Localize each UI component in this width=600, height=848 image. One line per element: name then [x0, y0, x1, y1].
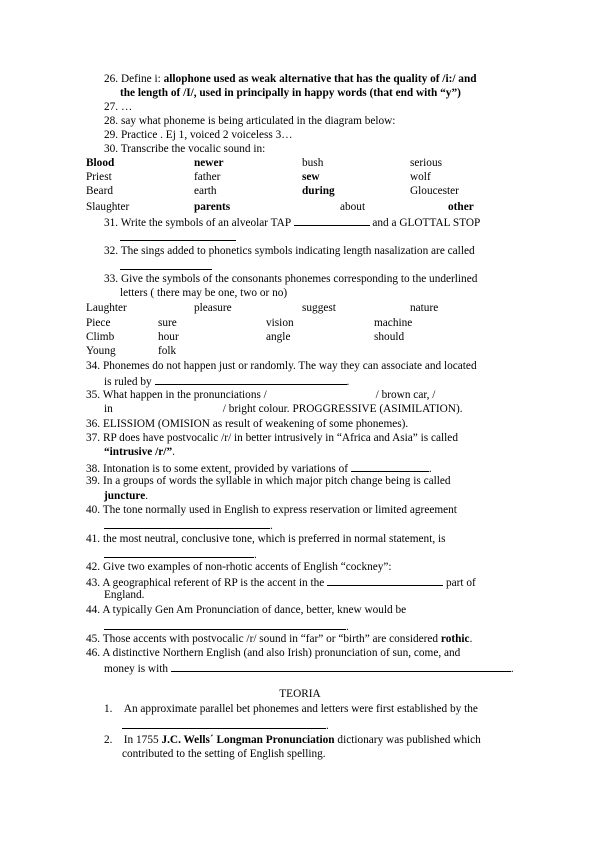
q35-text-3: in: [104, 403, 113, 415]
q39-line1: [86, 475, 451, 488]
word-folk: folk: [158, 345, 177, 357]
q35-number: 35.: [86, 389, 101, 401]
q45: 45. Those accents with postvocalic /r/ sound in “far” or “birth” are considered rothic.: [86, 633, 473, 645]
q36-number: 36.: [86, 418, 101, 430]
q31-line2: [120, 230, 236, 245]
teoria-1-blank[interactable]: [122, 718, 326, 729]
q37-bold: “intrusive /r/”: [104, 446, 173, 458]
q37-line1: [86, 432, 458, 445]
q41-number: 41.: [86, 533, 101, 545]
q42: [86, 561, 392, 574]
q32-text: The sings added to phonetics symbols indicating length nasalization are called: [120, 245, 475, 257]
q45-text: Those accents with postvocalic /r/ sound in “far” or “birth” are considered: [102, 633, 439, 645]
word-newer: newer: [194, 157, 224, 169]
word-angle: angle: [266, 331, 291, 343]
q36: [86, 418, 408, 431]
q30: [104, 143, 265, 156]
q33-number: 33.: [104, 273, 119, 285]
word-vision: vision: [266, 317, 294, 329]
q26-line2: [120, 87, 461, 100]
q46-text-2: money is with: [104, 663, 169, 675]
q43-blank[interactable]: [327, 575, 443, 586]
q36-text: ELISSIOM (OMISION as result of weakening of some phonemes).: [102, 418, 409, 430]
teoria-1-number: 1.: [104, 703, 113, 715]
word-wolf: wolf: [410, 171, 431, 183]
q27: [104, 101, 132, 114]
q43-line1: [86, 575, 476, 590]
q35-text-4: / bright colour. PROGGRESSIVE (ASIMILATION).: [222, 403, 463, 415]
teoria-2-bold: J.C. Wells´ Longman Pronunciation: [161, 734, 335, 746]
q41-line2: .: [104, 547, 257, 562]
q38-text: Intonation is to some extent, provided by variations of: [102, 463, 348, 475]
q35-text-1: What happen in the pronunciations /: [102, 389, 267, 401]
q40-number: 40.: [86, 504, 101, 516]
q26-bold-1: allophone used as weak alternative that has the quality of /i:/ and: [163, 73, 477, 85]
q26-bold-2: the length of /I/, used in principally in happy words (that end with “y”): [120, 87, 461, 99]
word-pleasure: pleasure: [194, 302, 232, 314]
q31-blank-2[interactable]: [120, 230, 236, 241]
word-priest: Priest: [86, 171, 112, 183]
q32-blank[interactable]: [120, 259, 212, 270]
q28-text: say what phoneme is being articulated in the diagram below:: [120, 115, 396, 127]
q40-line2: .: [104, 518, 273, 533]
q41-line1: [86, 533, 446, 546]
teoria-heading: TEORIA: [279, 688, 321, 700]
q34-line2: is ruled by .: [104, 376, 350, 388]
word-during: during: [302, 185, 335, 197]
word-blood: Blood: [86, 157, 115, 169]
q43-tail: part of: [445, 577, 476, 589]
q26-prefix: Define i:: [120, 73, 164, 85]
q34-text-2: is ruled by: [104, 376, 152, 388]
word-beard: Beard: [86, 185, 113, 197]
q34-line1: [86, 360, 477, 373]
teoria-2-line2: contributed to the setting of English spelling.: [122, 748, 326, 760]
word-hour: hour: [158, 331, 179, 343]
q35-line2: [104, 403, 463, 416]
q46-text: A distinctive Northern English (and also Irish) pronunciation of sun, come, and: [102, 647, 461, 659]
q45-number: 45.: [86, 633, 101, 645]
q34-blank[interactable]: [155, 374, 347, 385]
q39-number: 39.: [86, 475, 101, 487]
q38: 38. Intonation is to some extent, provided by variations of .: [86, 463, 432, 475]
q33-line2: letters ( there may be one, two or no): [120, 287, 288, 299]
q40-blank[interactable]: [104, 518, 270, 529]
q35-text-2: / brown car, /: [375, 389, 436, 401]
q31-number: 31.: [104, 217, 119, 229]
q46-line1: [86, 647, 460, 660]
q31-text-2: and a GLOTTAL STOP: [372, 217, 481, 229]
q44-text: A typically Gen Am Pronunciation of dance, better, knew would be: [102, 604, 407, 616]
q28: [104, 115, 395, 128]
teoria-1-line1: [104, 703, 478, 716]
q30-text: Transcribe the vocalic sound in:: [120, 143, 266, 155]
q37-text: RP does have postvocalic /r/ in better intrusively in “Africa and Asia” is called: [102, 432, 458, 444]
word-piece: Piece: [86, 317, 111, 329]
word-laughter: Laughter: [86, 302, 127, 314]
q31-text: Write the symbols of an alveolar TAP: [120, 217, 291, 229]
q44-number: 44.: [86, 604, 101, 616]
q44-line2: .: [104, 619, 349, 634]
q39-line2: juncture.: [104, 490, 149, 502]
q38-number: 38.: [86, 463, 101, 475]
q29: [104, 129, 293, 142]
q31-line1: [104, 215, 480, 230]
q42-number: 42.: [86, 561, 101, 573]
teoria-2-pre: In 1755: [123, 734, 162, 746]
teoria-2-line1: [104, 734, 481, 747]
q26-line1: [104, 73, 477, 86]
q42-text: Give two examples of non-rhotic accents of English “cockney”:: [102, 561, 392, 573]
q27-number: 27.: [104, 101, 119, 113]
q35-line1: [86, 389, 435, 402]
word-climb: Climb: [86, 331, 115, 343]
word-about: about: [340, 201, 366, 213]
q43-text: A geographical referent of RP is the accent in the: [102, 577, 325, 589]
q27-text: …: [120, 101, 133, 113]
word-other: other: [448, 201, 474, 213]
q46-number: 46.: [86, 647, 101, 659]
word-bush: bush: [302, 157, 324, 169]
q38-blank[interactable]: [351, 461, 429, 472]
q39-text: In a groups of words the syllable in which major pitch change being is called: [102, 475, 451, 487]
q43-number: 43.: [86, 577, 101, 589]
q41-text: the most neutral, conclusive tone, which is preferred in normal statement, is: [102, 533, 446, 545]
q37-number: 37.: [86, 432, 101, 444]
teoria-2-number: 2.: [104, 734, 113, 746]
q33-text: Give the symbols of the consonants phonemes corresponding to the underlined: [120, 273, 478, 285]
q29-text: Practice . Ej 1, voiced 2 voiceless 3…: [120, 129, 293, 141]
q34-number: 34.: [86, 360, 101, 372]
word-should: should: [374, 331, 405, 343]
word-suggest: suggest: [302, 302, 336, 314]
q37-line2: “intrusive /r/”.: [104, 446, 175, 458]
q28-number: 28.: [104, 115, 119, 127]
q33-line1: [104, 273, 477, 286]
q29-number: 29.: [104, 129, 119, 141]
q40-line1: [86, 504, 457, 517]
q46-blank[interactable]: [171, 661, 511, 672]
q45-bold: rothic: [440, 633, 470, 645]
word-earth: earth: [194, 185, 217, 197]
word-sew: sew: [302, 171, 320, 183]
q32-line2: [120, 259, 212, 274]
q32-line1: [104, 245, 475, 258]
word-serious: serious: [410, 157, 443, 169]
q44-blank[interactable]: [104, 619, 346, 630]
word-machine: machine: [374, 317, 413, 329]
q40-text: The tone normally used in English to express reservation or limited agreement: [102, 504, 457, 516]
word-father: father: [194, 171, 221, 183]
word-young: Young: [86, 345, 116, 357]
q34-text: Phonemes do not happen just or randomly. The way they can associate and located: [102, 360, 477, 372]
word-sure: sure: [158, 317, 177, 329]
word-gloucester: Gloucester: [410, 185, 459, 197]
word-slaughter: Slaughter: [86, 201, 130, 213]
q46-line2: money is with .: [104, 663, 514, 675]
teoria-1-text: An approximate parallel bet phonemes and letters were first established by the: [123, 703, 478, 715]
teoria-1-line2: .: [122, 718, 329, 733]
q26-number: 26.: [104, 73, 119, 85]
word-nature: nature: [410, 302, 439, 314]
q41-blank[interactable]: [104, 547, 254, 558]
q32-number: 32.: [104, 245, 119, 257]
q44-line1: [86, 604, 406, 617]
q31-blank-1[interactable]: [294, 215, 370, 226]
q30-number: 30.: [104, 143, 119, 155]
q43-line2: England.: [104, 589, 145, 601]
word-parents: parents: [194, 201, 231, 213]
q39-bold: juncture: [104, 490, 146, 502]
teoria-2-post: dictionary was published which: [334, 734, 481, 746]
